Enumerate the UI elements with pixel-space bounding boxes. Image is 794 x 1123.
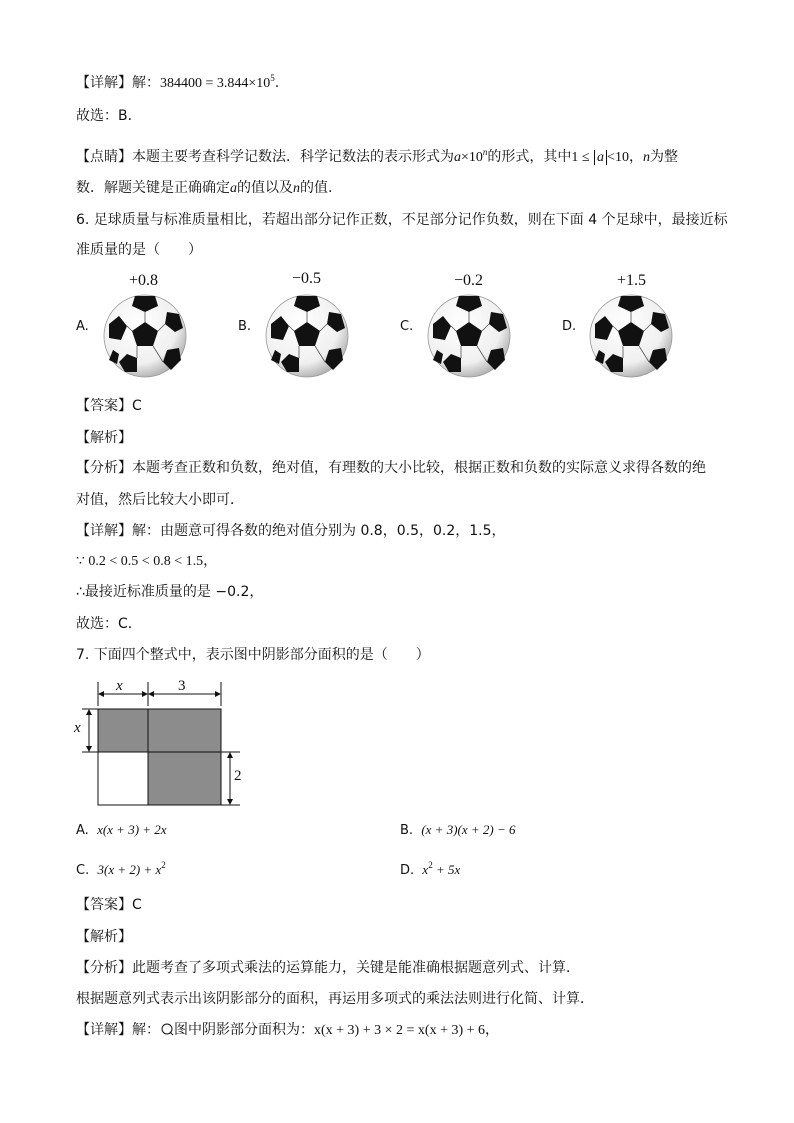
q6-stem-1: 6. 足球质量与标准质量相比，若超出部分记作正数，不足部分记作负数，则在下面 4 个足球中，最接近标 bbox=[76, 212, 728, 228]
var-n: n bbox=[642, 150, 650, 165]
q6-option-a-letter[interactable]: A. bbox=[76, 319, 89, 334]
detail-tag: 【详解】 bbox=[76, 1022, 132, 1038]
point2-a: 数．解题关键是正确确定 bbox=[76, 180, 230, 196]
q6-fenxi-1 bbox=[76, 458, 706, 478]
point-text: 本题主要考查科学记数法．科学记数法的表示形式为 bbox=[132, 149, 454, 165]
period: . bbox=[274, 75, 280, 91]
q6-fenxi-2: 对值，然后比较大小即可． bbox=[76, 492, 244, 508]
option-letter: B. bbox=[400, 823, 414, 838]
point2-b: 的值以及 bbox=[237, 180, 293, 196]
q7-fenxi-2: 根据题意列式表示出该阴影部分的面积，再运用多项式的乘法法则进行化简、计算． bbox=[76, 991, 594, 1007]
soccer-ball-icon[interactable] bbox=[103, 294, 187, 378]
q6-option-a-value: +0.8 bbox=[129, 272, 159, 289]
detail-text: 解：由题意可得各数的绝对值分别为 0.8，0.5，0.2，1.5， bbox=[132, 523, 506, 539]
q6-option-d-value: +1.5 bbox=[617, 272, 647, 289]
point-text-3: 为整 bbox=[649, 149, 678, 165]
detail-tag: 【详解】 bbox=[76, 523, 132, 539]
fenxi-tag: 【分析】 bbox=[76, 960, 132, 976]
abs-a: a bbox=[594, 150, 607, 165]
soccer-ball-icon[interactable] bbox=[265, 294, 349, 378]
q7-option-d[interactable] bbox=[400, 860, 460, 878]
detail-tag: 【详解】 bbox=[76, 75, 132, 91]
q6-detail-1 bbox=[76, 521, 506, 541]
detail-line-q5 bbox=[76, 68, 279, 94]
q6-option-b-letter[interactable]: B. bbox=[238, 319, 252, 334]
times-ten: ×10 bbox=[461, 150, 483, 165]
detail-text-2: 图中阴影部分面积为： bbox=[174, 1022, 314, 1038]
q7-option-b[interactable] bbox=[400, 822, 516, 838]
q6-option-d-letter[interactable]: D. bbox=[562, 319, 577, 334]
because-symbol-icon bbox=[160, 1020, 174, 1040]
option-expr: x(x + 3) + 2x bbox=[97, 822, 167, 837]
option-expr: 3(x + 2) + x bbox=[97, 862, 162, 877]
soccer-ball-icon[interactable] bbox=[427, 294, 511, 378]
point-text-2: 的形式，其中 bbox=[487, 149, 572, 165]
option-letter: D. bbox=[400, 863, 415, 878]
choose-line-q5: 故选：B． bbox=[76, 108, 142, 124]
option-letter: A. bbox=[76, 823, 89, 838]
var-a: a bbox=[454, 150, 461, 165]
fig-label-x-top: x bbox=[116, 678, 123, 694]
fig-label-3: 3 bbox=[178, 678, 186, 694]
q6-because: ∵ 0.2 < 0.5 < 0.8 < 1.5， bbox=[76, 554, 218, 569]
point-tag: 【点睛】 bbox=[76, 149, 132, 165]
one-le: 1 ≤ bbox=[571, 150, 590, 165]
q7-answer: 【答案】C bbox=[76, 897, 142, 913]
detail-text: 解： bbox=[132, 75, 160, 91]
fenxi-text: 此题考查了多项式乘法的运算能力，关键是能准确根据题意列式、计算． bbox=[132, 960, 580, 976]
q6-option-c-value: −0.2 bbox=[454, 272, 484, 289]
lt-ten: <10， bbox=[607, 150, 643, 165]
point-line-1 bbox=[76, 142, 678, 168]
option-expr: (x + 3)(x + 2) − 6 bbox=[421, 822, 516, 837]
q7-fenxi-1 bbox=[76, 958, 580, 978]
detail-formula: x(x + 3) + 3 × 2 = x(x + 3) + 6， bbox=[314, 1023, 500, 1038]
point-line-2 bbox=[76, 178, 332, 199]
q6-stem-2: 准质量的是（ ） bbox=[76, 242, 202, 258]
fenxi-text: 本题考查正数和负数，绝对值，有理数的大小比较，根据正数和负数的实际意义求得各数的绝 bbox=[132, 460, 706, 476]
q6-answer: 【答案】C bbox=[76, 398, 142, 414]
fig-label-x-left: x bbox=[74, 720, 81, 736]
q7-area-figure bbox=[72, 676, 252, 812]
q7-option-a[interactable] bbox=[76, 822, 167, 838]
q7-stem: 7. 下面四个整式中，表示图中阴影部分面积的是（ ） bbox=[76, 647, 430, 663]
var-n-2: n bbox=[293, 181, 300, 196]
option-letter: C. bbox=[76, 863, 90, 878]
formula: 384400 = 3.844×10 bbox=[160, 76, 271, 91]
q6-analysis-label: 【解析】 bbox=[76, 430, 132, 446]
q6-option-c-letter[interactable]: C. bbox=[400, 319, 414, 334]
option-sup: 2 bbox=[161, 860, 166, 870]
option-sup: 2 bbox=[428, 860, 433, 870]
fenxi-tag: 【分析】 bbox=[76, 460, 132, 476]
q6-choose: 故选：C． bbox=[76, 616, 142, 632]
q6-option-b-value: −0.5 bbox=[292, 270, 322, 287]
q6-therefore: ∴最接近标准质量的是 −0.2， bbox=[76, 584, 264, 600]
q7-detail bbox=[76, 1020, 499, 1041]
exp-n: n bbox=[482, 147, 488, 157]
q7-option-c[interactable] bbox=[76, 860, 166, 878]
exponent: 5 bbox=[270, 73, 275, 83]
point2-c: 的值. bbox=[300, 180, 333, 196]
fig-label-2: 2 bbox=[234, 768, 242, 784]
var-a-2: a bbox=[230, 181, 237, 196]
soccer-ball-icon[interactable] bbox=[589, 294, 673, 378]
q7-analysis-label: 【解析】 bbox=[76, 929, 132, 945]
detail-text: 解： bbox=[132, 1022, 160, 1038]
option-tail: + 5x bbox=[432, 862, 461, 877]
option-expr: x bbox=[422, 862, 429, 877]
